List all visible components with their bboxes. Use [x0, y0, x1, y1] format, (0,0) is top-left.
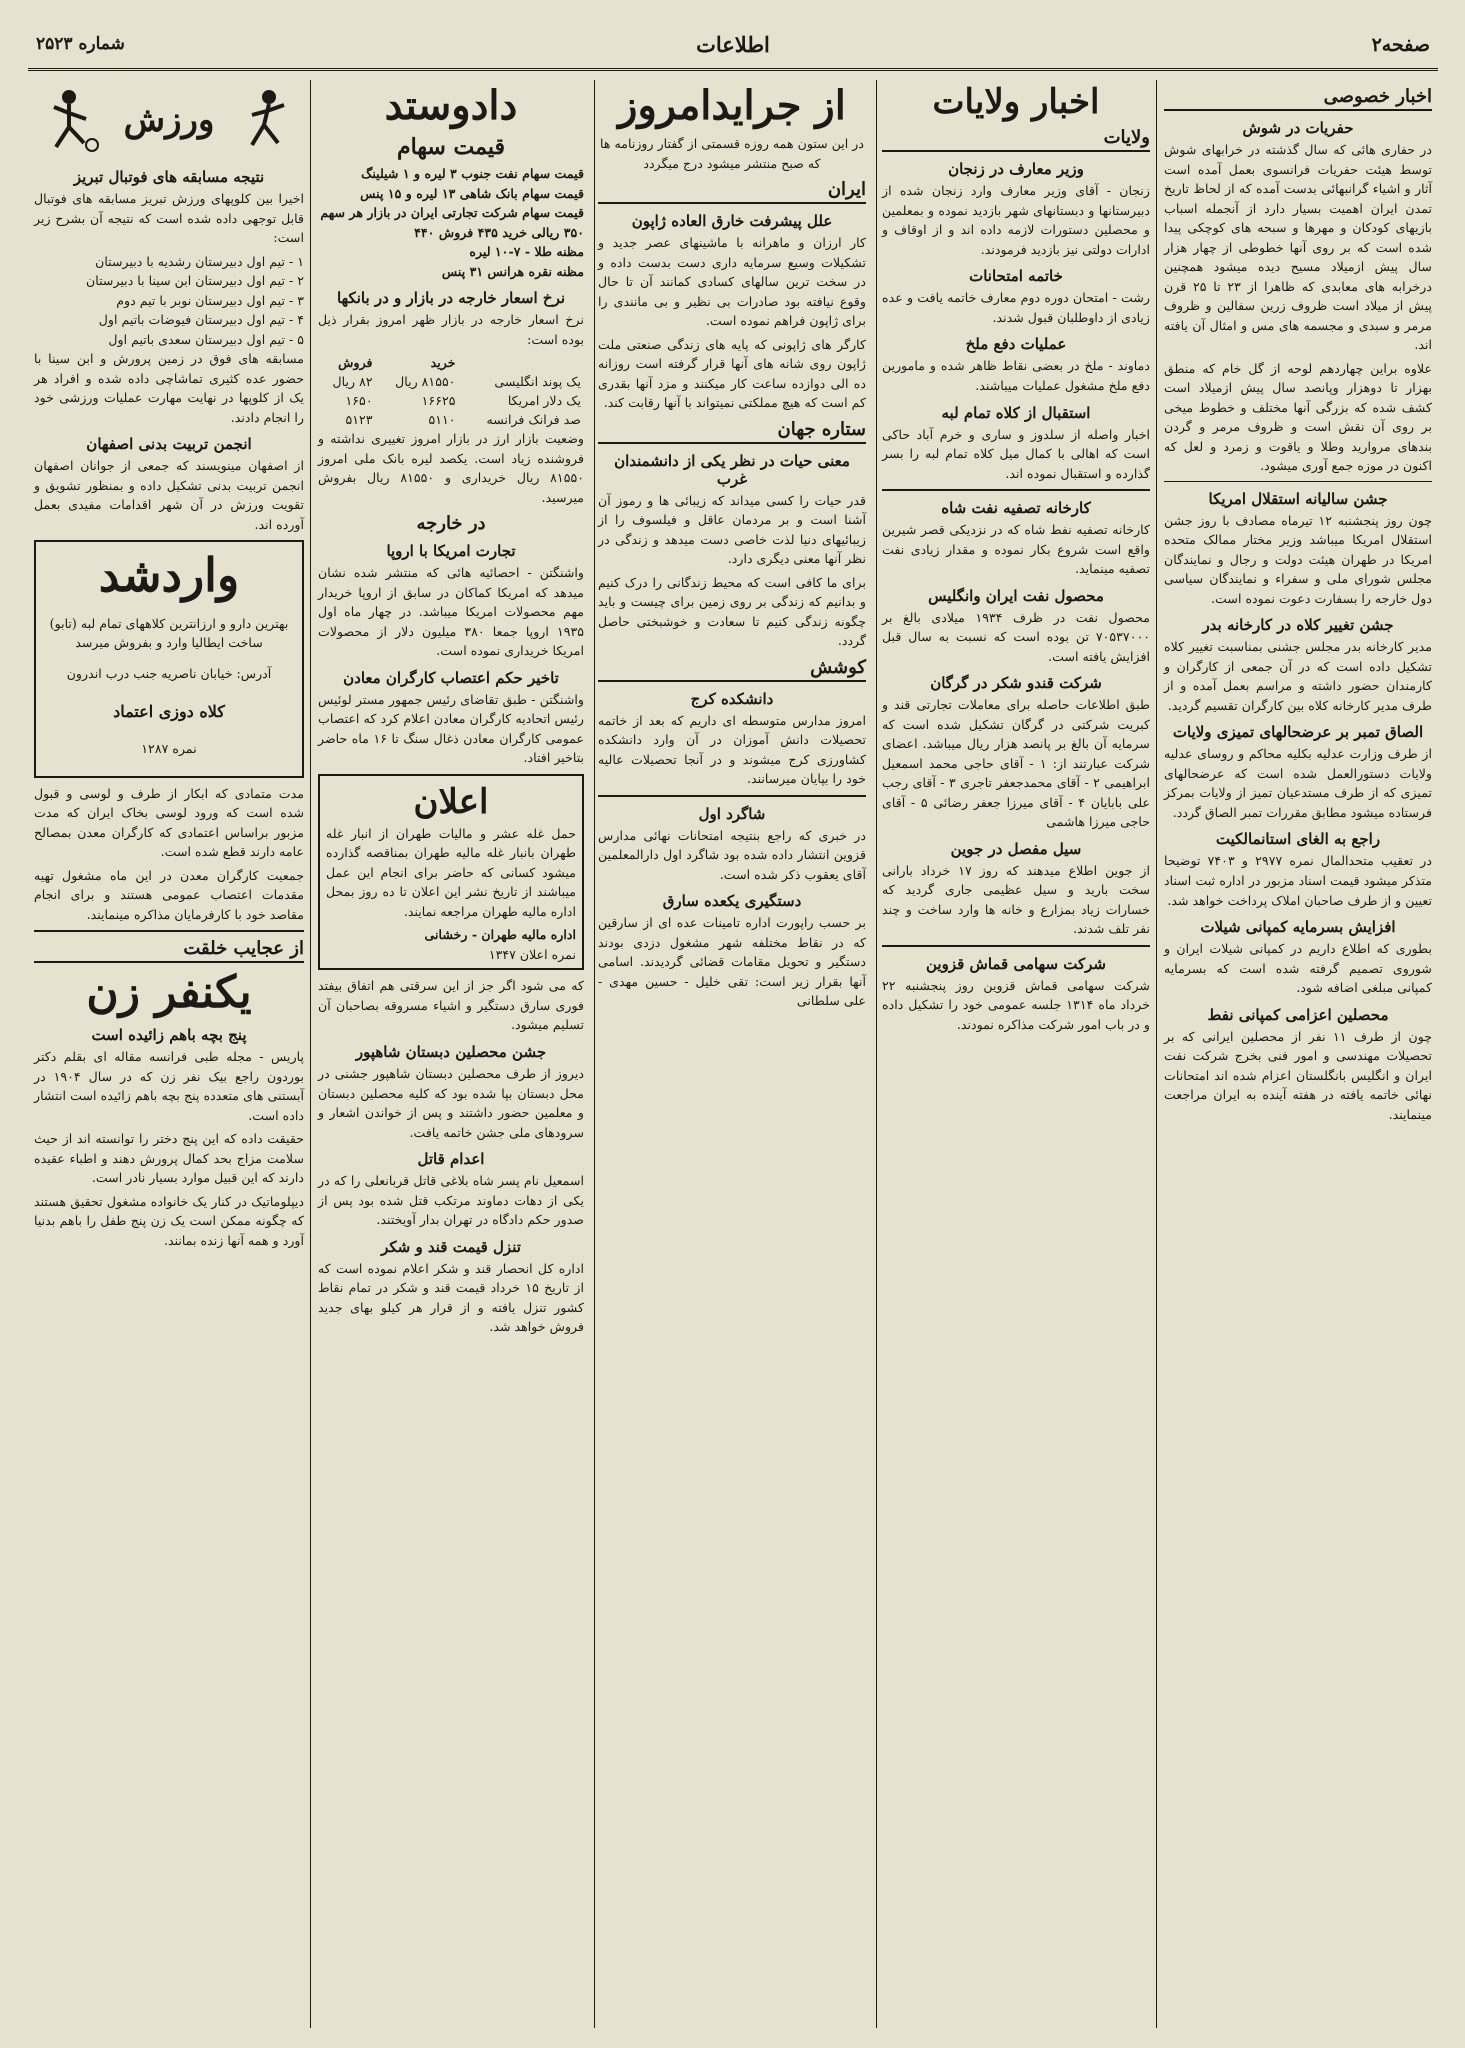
table-header-row [318, 353, 584, 372]
ad-body: بهترین دارو و ارزانترین کلاههای تمام لبه (تابو) ساخت ایطالیا وارد و بفروش میرسد [49, 615, 289, 650]
article-body: که می شود اگر جز از این سرقتی هم اتفاق بیفتد فوری سارق دستگیر و اشیاء مسروقه بصاحبان آن تسلیم میشود. [318, 978, 584, 1033]
silver-price: مظنه نقره هرانس ۳۱ پنس [441, 263, 584, 279]
section-title: از عجایب خلقت [34, 938, 304, 963]
table-cell: ۱۶۶۲۵ [421, 393, 456, 409]
article-body: از طرف وزارت عدلیه بکلیه محاکم و روسای عدلیه ولایات دستورالعمل شده است که عرضحالهای تمیزی که از طرف مستدعیان تمیز از ولایات بمرکز فرستاده میشود مطابق مقررات تمبر الصاق گردد. [1164, 746, 1432, 820]
column-title: دادوستد [384, 82, 518, 129]
article-body: از اصفهان مینویسند که جمعی از جوانان اصفهان انجمن تربیت بدنی تشکیل داده و بمنظور تشویق و تقویت ورزش در آن شهر اقدامات مفیدی بعمل آورده اند. [34, 458, 304, 532]
section-title: قیمت سهام [396, 134, 506, 160]
article-body: چون از طرف ۱۱ نفر از محصلین ایرانی که بر تحصیلات مهندسی و امور فنی بخرج شرکت نفت ایران و انگلیس بانگلستان اعزام شده اند امتحانات نهائی خاتمه یافته در هفته آینده به ایران مراجعت مینمایند. [1164, 1028, 1432, 1122]
column-title: از جرایدامروز [618, 82, 846, 129]
section-title: اخبار خصوصی [1164, 86, 1432, 111]
article-headline: استقبال از کلاه تمام لبه [941, 403, 1091, 422]
list-item: ۴ - تیم اول دبیرستان فیوضات باتیم اول [98, 312, 304, 328]
article-headline: نتیجه مسابقه های فوتبال تبریز [73, 168, 265, 186]
newspaper-page [28, 28, 1438, 2028]
article-headline: تجارت امریکا با اروپا [386, 542, 516, 561]
football-icon [34, 85, 104, 155]
runner-icon [234, 85, 304, 155]
article-body: در خبری که راجع بنتیجه امتحانات نهائی مدارس قزوین انتشار داده شده بود شاگرد اول دارالمعلمین آقای یعقوب ذکر شده است. [598, 827, 866, 882]
table-cell: صد فرانک فرانسه [486, 412, 581, 428]
stock-price: قیمت سهام شرکت تجارتی ایران در بازار هر سهم ۳۵۰ ریالی خرید ۴۳۵ فروش ۴۴۰ [320, 205, 584, 240]
table-cell: ۸۲ ریال [332, 374, 373, 390]
column-private-news [1158, 80, 1438, 2028]
article-body: پاریس - مجله طبی فرانسه مقاله ای بقلم دکتر بوردون راجع بیک نفر زن که در سال ۱۹۰۴ در آبستنی های متعدده پنج بچه باهم زائیده است انتشار داده است. [34, 1049, 304, 1123]
article-headline: خاتمه امتحانات [969, 267, 1063, 286]
article-body: واشنگتن - احصائیه هائی که منتشر شده نشان میدهد که امریکا کماکان در سابق از اروپا خریدار مهم محصولات امریکا میباشد. در چهار ماه اول ۱۹۳۵ اروپا جمعا ۳۸۰ میلیون دلار از محصولات امریکا خریداری نموده است. [318, 565, 584, 659]
column-provinces [876, 80, 1156, 2028]
stock-price: قیمت سهام نفت جنوب ۳ لیره و ۱ شیلینگ [361, 166, 584, 181]
article-headline: انجمن تربیت بدنی اصفهان [86, 435, 252, 454]
article-body: مسابقه های فوق در زمین پرورش و ابن سینا با حضور عده کثیری تماشاچی داده شده و افراد هر یک از کلوپها در نهایت مهارت عملیات ورزشی خود را انجام دادند. [34, 351, 304, 425]
article-body: وضعیت بازار ارز در بازار امروز تغییری نداشته و فروشنده زیاد است. یکصد لیره بانک ملی امروز ۸۱۵۵۰ ریال خریداری و ۸۱۵۵۰ ریال بفروش میرسید. [318, 431, 584, 505]
article-body: برای ما کافی است که محیط زندگانی را درک کنیم و بدانیم که زندگی بر روی زمین برای چیست و باید چگونه زندگی کنیم تا سعادت و خوشبختی حاصل گردد. [598, 574, 866, 649]
gold-price: مظنه طلا - ۷-۱۰ لیره [469, 244, 584, 260]
article-body: مدت متمادی که ابکار از طرف و لوسی و قبول شده است که ورود لوسی بخاک ایران که مدت مزبور براساس اعتمادی که کارگران معدن بمصالح عامه دارند قطع شده است. [34, 785, 304, 860]
masthead [28, 28, 1438, 71]
table-cell: ۵۱۲۳ [345, 412, 373, 428]
big-headline: یکنفر زن [86, 967, 252, 1019]
article-headline: سیل مفصل در جوین [950, 839, 1082, 858]
ad-body: حمل غله عشر و مالیات طهران از انبار غله طهران بانبار غله مالیه طهران بمناقصه گذارده میشود کسانی که حاضر برای انجام این عمل میباشند از تاریخ نشر این اعلان تا ده روز بمحل اداره مالیه طهران مراجعه نمایند. [326, 825, 576, 919]
ad-shop-name: کلاه دوزی اعتماد [113, 702, 225, 722]
article-body: زنجان - آقای وزیر معارف وارد زنجان شده از دبیرستانها و دبستانهای شهر بازدید نموده و بمعلمین و محصلین دستورات لازمه داده اند و از اوقاف و ادارات دولتی نیز بازدید فرمودند. [882, 183, 1150, 257]
article-headline: دستگیری یکعده سارق [662, 892, 802, 911]
article-body: دیپلوماتیک در کنار یک خانواده مشغول تحقیق هستند که چگونه ممکن است یک زن پنج طفل را باهم بدنیا آورد و همه آنها زنده بمانند. [34, 1193, 304, 1248]
paper-name: اطلاعات [696, 32, 770, 57]
issue-label: شماره ۲۵۲۳ [36, 34, 125, 54]
exchange-note: نرخ اسعار خارجه در بازار ظهر امروز بقرار ذیل بوده است: [318, 312, 584, 347]
table-cell: یک دلار امریکا [507, 393, 581, 409]
ad-box [318, 774, 584, 971]
divider [882, 945, 1150, 947]
divider [882, 489, 1150, 491]
article-headline: افزایش بسرمایه کمپانی شیلات [1200, 918, 1396, 937]
list-item: ۵ - تیم اول دبیرستان سعدی باتیم اول [108, 331, 304, 347]
page-label: صفحه۲ [1371, 34, 1430, 56]
table-row [318, 372, 584, 391]
table-cell: ۱۶۵۰ [345, 393, 373, 409]
article-body: امروز مدارس متوسطه ای داریم که بعد از خاتمه تحصیلات دانش آموزان در آن وارد دانشکده کشاورزی کرج میشوند و در آنجا تحصیلات عالیه خود را بپایان میرسانند. [598, 712, 866, 787]
ad-number: نمره اعلان ۱۳۴۷ [488, 946, 576, 962]
table-cell: ۵۱۱۰ [428, 412, 456, 428]
list-item: ۱ - تیم اول دبیرستان رشدیه با دبیرستان [95, 253, 304, 269]
table-row [318, 391, 584, 410]
article-body: کار ارزان و ماهرانه با ماشینهای عصر جدید و تشکیلات وسیع سرمایه داری دست بدست داده و در سخت ترین سالهای کسادی کمانند آن تا حال وقوع نیافته بود صادرات بی نظیر و بی مانندی را برای ژاپون فراهم نموده است. [598, 235, 866, 329]
column-sports [28, 80, 310, 2028]
section-title: ورزش [123, 100, 215, 140]
table-header [459, 353, 585, 372]
divider [598, 795, 866, 797]
article-headline: جشن تغییر کلاه در کارخانه بدر [1202, 616, 1394, 635]
article-headline: تنزل قیمت قند و شکر [381, 1237, 521, 1256]
article-body: اداره کل انحصار قند و شکر اعلام نموده است که از تاریخ ۱۵ خرداد قیمت قند و شکر در تمام نقاط کشور تنزل یافته و از قرار هر کیلو بهای جدید فروش خواهد شد. [318, 1260, 584, 1335]
article-body: در حفاری هائی که سال گذشته در خرابهای شوش توسط هیئت حفریات فرانسوی بعمل آمده است آثار و اشیاء گرانبهائی بدست آمده که از لحاظ تاریخ تمدن ایران اهمیت بسیار دارد از آنجمله اسباب بازیهای کودکان و مهرها و سبحه های کوچکی پیدا شده است که بر روی آنها خطوطی از چهار هزار سال پیش ازمیلاد مسیح دیده میشود همچنین درخرابه های معابدی که ظاهرا از ۲۳ تا ۲۵ قرن پیش از میلاد است ظروف زرین سفالین و ظروف مرمر و سبدی و مجسمه های مس و امثال آن یافته اند. [1164, 142, 1432, 353]
article-body: اسمعیل نام پسر شاه بلاغی قاتل قربانعلی را که در یکی از دهات دماوند مرتکب قتل شده بود پس از صدور حکم دادگاه در تهران بدار آویختند. [318, 1173, 584, 1228]
article-headline: علل پیشرفت خارق العاده ژاپون [631, 212, 833, 231]
article-headline: راجع به الغای استانمالکیت [1215, 830, 1381, 849]
article-body: در تعقیب متحدالمال نمره ۲۹۷۷ و ۷۴۰۳ توضیحا متذکر میشود قیمت اسناد مزبور در اداره ثبت اسناد تعیین و از طرف صاحبان املاک پرداخت خواهد شد. [1164, 853, 1432, 908]
article-headline: تاخیر حکم اعتصاب کارگران معادن [343, 668, 559, 687]
article-headline: عملیات دفع ملخ [965, 335, 1067, 354]
stock-price: قیمت سهام بانک شاهی ۱۳ لیره و ۱۵ پنس [360, 185, 584, 201]
article-body: رشت - امتحان دوره دوم معارف خاتمه یافت و عده زیادی از داوطلبان قبول شدند. [882, 290, 1150, 325]
divider [1164, 481, 1432, 482]
table-row [318, 410, 584, 429]
article-headline: محصول نفت ایران وانگلیس [928, 586, 1104, 605]
article-headline: شاگرد اول [698, 804, 766, 823]
article-headline: محصلین اعزامی کمپانی نفط [1207, 1005, 1389, 1024]
article-headline: شرکت سهامی قماش قزوین [926, 954, 1106, 973]
article-body: چون روز پنجشنبه ۱۲ تیرماه مصادف با روز جشن استقلال امریکا میباشد وزیر مختار ممالک متحده امریکا در طهران هیئت دولت و رجال و نمایندگان مجلس شورای ملی و سفراء و نمایندگان سیاسی دول خارجه را بسفارت دعوت نموده است. [1164, 512, 1433, 606]
table-cell: ۸۱۵۵۰ ریال [395, 374, 456, 390]
article-body: واشنگتن - طبق تقاضای رئیس جمهور مستر لوئیس رئیس اتحادیه کارگران معادن اعلام کرد که اعتصاب عمومی کارگران معادن ذغال سنگ تا ۱۶ ماه حاضر بتاخیر افتاد. [318, 691, 584, 766]
section-title: ستاره جهان [598, 419, 866, 444]
article-body: دماوند - ملخ در بعضی نقاط ظاهر شده و مامورین دفع ملخ مشغول عملیات میباشند. [882, 358, 1150, 393]
ad-box [34, 540, 304, 777]
article-headline: جشن محصلین دبستان شاهپور [355, 1042, 547, 1061]
column-rule [310, 80, 311, 2028]
article-body: محصول نفت در ظرف ۱۹۳۴ میلادی بالغ بر ۷۰۵۳۷۰۰۰ تن بوده است که نسبت به سال قبل افزایش یافته است. [882, 609, 1150, 664]
table-cell: یک پوند انگلیسی [494, 374, 581, 390]
ad-title: واردشد [98, 548, 240, 603]
article-body: جمعیت کارگران معدن در این ماه مشغول تهیه مقدمات اعتصاب عمومی هستند و برای انجام مقاصد خود با کارفرمایان مذاکره مینمایند. [34, 867, 304, 922]
column-rule [1156, 80, 1157, 2028]
section-title: در خارجه [416, 513, 486, 535]
column-todays-papers [592, 80, 872, 2028]
section-title: نرخ اسعار خارجه در بازار و در بانکها [336, 289, 566, 308]
sport-banner [34, 80, 304, 160]
ad-number: نمره ۱۲۸۷ [141, 741, 197, 757]
article-body: اخبار واصله از سلدوز و ساری و خرم آباد حاکی است که اهالی با کمال میل کلاه تمام لبه را بسر گذارده و استقبال نموده اند. [882, 426, 1150, 481]
article-headline: شرکت قندو شکر در گرگان [930, 674, 1102, 693]
article-body: بطوری که اطلاع داریم در کمپانی شیلات ایران و شوروی تصمیم گرفته شده است که بسرمایه کمپانی مبلغی اضافه شود. [1164, 941, 1432, 996]
article-body: اخیرا بین کلوپهای ورزش تبریز مسابقه های فوتبال قابل توجهی داده شده است که نتیجه آن بشرح زیر است: [34, 191, 304, 246]
divider [34, 930, 304, 932]
article-headline: حفریات در شوش [1242, 119, 1354, 137]
article-body: کارگر های ژاپونی که پایه های زندگی صنعتی ملت ژاپون روی شانه های آنها قرار گرفته است روزانه ده الی دوازده ساعت کار میکنند و مزد آنها بقدری کم است که هیچ مملکتی نمیتواند با آنها رقابت کند. [598, 336, 866, 411]
article-body: کارخانه تصفیه نفط شاه که در نزدیکی قصر شیرین واقع است شروع بکار نموده و مقدار زیادی نفت تصفیه مینماید. [882, 522, 1150, 577]
article-headline: پنج بچه باهم زائیده است [91, 1026, 247, 1045]
exchange-table [318, 353, 584, 429]
table-header: خرید [430, 355, 456, 371]
section-title: ایران [598, 179, 866, 204]
section-title: کوشش [598, 657, 866, 682]
article-headline: دانشکده کرج [690, 689, 774, 708]
article-headline: معنی حیات در نظر یکی از دانشمندان غرب [614, 451, 850, 488]
article-headline: الصاق تمبر بر عرضحالهای تمیزی ولایات [1172, 723, 1424, 742]
article-body: از جوین اطلاع میدهند که روز ۱۷ خرداد بارانی سخت بارید و سیل عظیمی جاری گردید که خسارات زیاد بمزارع و خانه ها وارد ساخت و چند نفر تلف شدند. [882, 862, 1150, 937]
article-headline: کارخانه تصفیه نفت شاه [941, 499, 1091, 518]
article-body: قدر حیات را کسی میداند که زیبائی ها و رموز آن آشنا است و بر مردمان عاقل و فیلسوف را از زیبائیهای دنیا لذت خاصی دست میدهد و زندگی در نظر آنها معنی دیگری دارد. [598, 492, 866, 567]
article-headline: وزیر معارف در زنجان [948, 160, 1084, 179]
column-intro: در این ستون همه روزه قسمتی از گفتار روزنامه ها که صبح منتشر میشود درج میگردد [600, 136, 864, 171]
article-body: علاوه براین چهاردهم لوحه از گل خام که منطق بهزار تا دوهزار وپانصد سال پیش ازمیلاد است کشف شده که بزرگی آنها مختلف و خطوط میخی بر روی آن نقش است و ظروف مرمر و گردن بندهای مروارید وطلا و یاقوت و زمرد و لعل که اکنون در موزه جمع آوری میشود. [1164, 360, 1432, 474]
article-body: مدیر کارخانه بدر مجلس جشنی بمناسبت تغییر کلاه تشکیل داده است که در آن جمعی از کارگران و کارمندان حضور داشته و مراسم بعمل آمده و از طرف مدیر کارخانه کلاه بین کارگران تقسیم گردید. [1164, 639, 1432, 713]
article-body: دیروز از طرف محصلین دبستان شاهپور جشنی در محل دبستان بپا شده بود که کلیه محصلین دبستان و معلمین حضور داشتند و پس از خواندن اشعار و سرودهای ملی جشن خاتمه یافت. [318, 1065, 584, 1140]
article-headline: اعدام قاتل [417, 1150, 485, 1169]
article-body: بر حسب راپورت اداره تامینات عده ای از سارقین که در نقاط مختلفه شهر مشغول دزدی بودند دستگیر و تحویل مقامات قضائی گردیدند. اسامی آنها بقرار زیر است: تقی خلیل - حسین مهدی - علی سلطانی [598, 915, 866, 1009]
table-header: فروش [338, 355, 373, 371]
column-trade [312, 80, 590, 2028]
ad-title: اعلان [413, 781, 489, 822]
ad-address: آدرس: خیابان ناصریه جنب درب اندرون [66, 666, 272, 682]
column-title: اخبار ولایات [932, 82, 1100, 122]
section-title: ولایات [882, 127, 1150, 152]
list-item: ۳ - تیم اول دبیرستان نوبر با تیم دوم [116, 292, 304, 308]
list-item: ۲ - تیم اول دبیرستان ابن سینا با دبیرستان [86, 273, 304, 289]
article-body: شرکت سهامی قماش قزوین روز پنجشنبه ۲۲ خرداد ماه ۱۳۱۴ جلسه عمومی خود را تشکیل داده و در باب امور شرکت مذاکره نمودند. [882, 977, 1150, 1032]
article-body: طبق اطلاعات حاصله برای معاملات تجارتی قند و کبریت شرکتی در گرگان تشکیل شده است که سرمایه آن بالغ بر پانصد هزار ریال میباشد. اعضای شرکت عبارتند از: ۱ - آقای حاجی محمد اسمعیل ابراهیمی ۲ - آقای محمدجعفر تاجری ۳ - آقای رجب علی بابایان ۴ - آقای میرزا جعفر رضائی ۵ - آقای حاجی میرزا هاشمی [882, 697, 1151, 830]
article-body: حقیقت داده که این پنج دختر را توانسته اند از حیث سلامت مزاج بحد کمال پرورش دهند و اطباء عقیده دارند که این قبیل موارد بسیار نادر است. [34, 1131, 304, 1186]
ad-sign: اداره مالیه طهران - رخشانی [424, 927, 576, 943]
article-headline: جشن سالیانه استقلال امریکا [1208, 489, 1388, 508]
